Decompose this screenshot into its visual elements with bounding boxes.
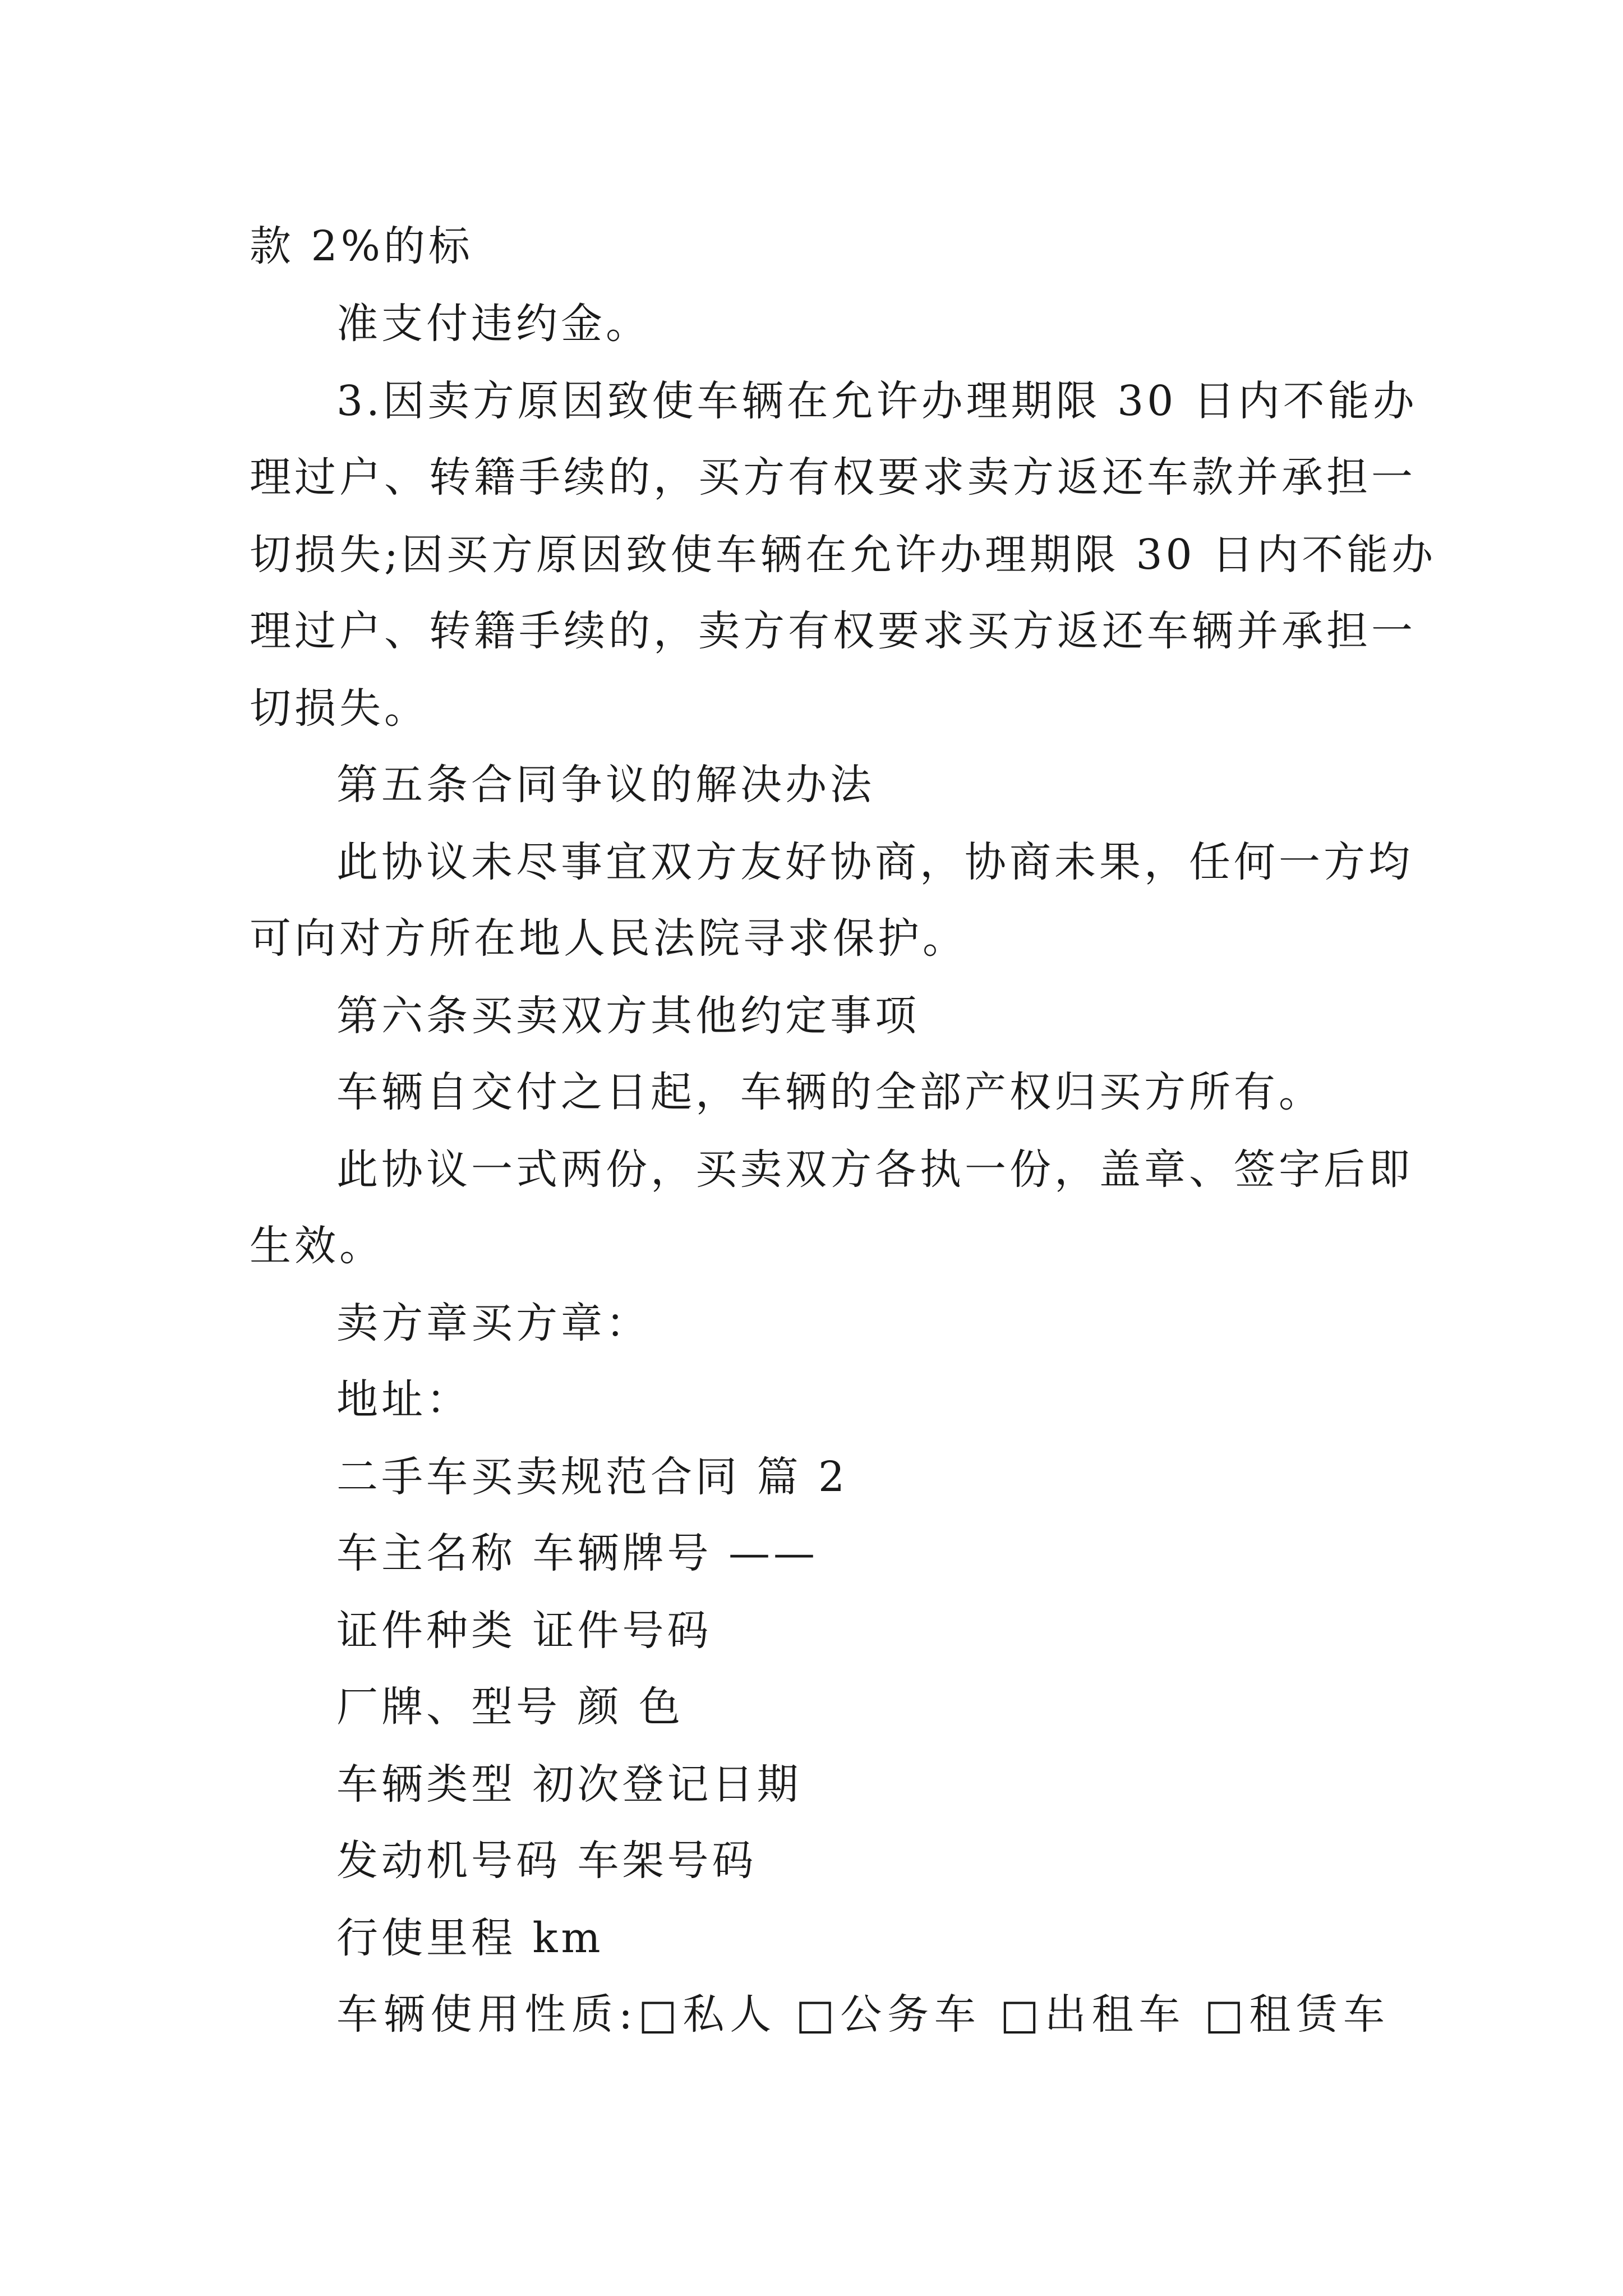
text-line-14: 生效。 xyxy=(250,1222,384,1270)
field-brand-color: 厂牌、型号 颜 色 xyxy=(336,1683,684,1731)
text-line-2: 准支付违约金。 xyxy=(336,300,651,348)
field-usage-type: 车辆使用性质:□私人 □公务车 □出租车 □租赁车 xyxy=(336,1990,1388,2039)
contract-title-2: 二手车买卖规范合同 篇 2 xyxy=(336,1453,849,1501)
section-heading-6: 第六条买卖双方其他约定事项 xyxy=(336,992,920,1040)
field-id-type-number: 证件种类 证件号码 xyxy=(336,1607,712,1655)
field-engine-frame: 发动机号码 车架号码 xyxy=(336,1837,757,1885)
text-line-9: 此协议未尽事宜双方友好协商，协商未果，任何一方均 xyxy=(336,838,1413,886)
text-line-5: 切损失;因买方原因致使车辆在允许办理期限 30 日内不能办 xyxy=(250,531,1437,579)
section-heading-5: 第五条合同争议的解决办法 xyxy=(336,761,875,809)
text-line-1: 款 2%的标 xyxy=(250,222,473,270)
field-mileage: 行使里程 km xyxy=(336,1914,604,1962)
text-line-7: 切损失。 xyxy=(250,684,429,733)
text-line-4: 理过户、转籍手续的，买方有权要求卖方返还车款并承担一 xyxy=(250,453,1416,501)
field-vehicle-type-date: 车辆类型 初次登记日期 xyxy=(336,1760,802,1809)
text-line-3: 3.因卖方原因致使车辆在允许办理期限 30 日内不能办 xyxy=(336,377,1418,425)
text-line-13: 此协议一式两份，买卖双方各执一份，盖章、签字后即 xyxy=(336,1145,1413,1194)
text-line-12: 车辆自交付之日起，车辆的全部产权归买方所有。 xyxy=(336,1068,1324,1116)
text-line-10: 可向对方所在地人民法院寻求保护。 xyxy=(250,914,967,963)
address-line: 地址： xyxy=(336,1375,471,1424)
seal-line: 卖方章买方章： xyxy=(336,1299,651,1347)
field-owner-plate: 车主名称 车辆牌号 —— xyxy=(336,1529,819,1577)
text-line-6: 理过户、转籍手续的，卖方有权要求买方返还车辆并承担一 xyxy=(250,607,1416,655)
